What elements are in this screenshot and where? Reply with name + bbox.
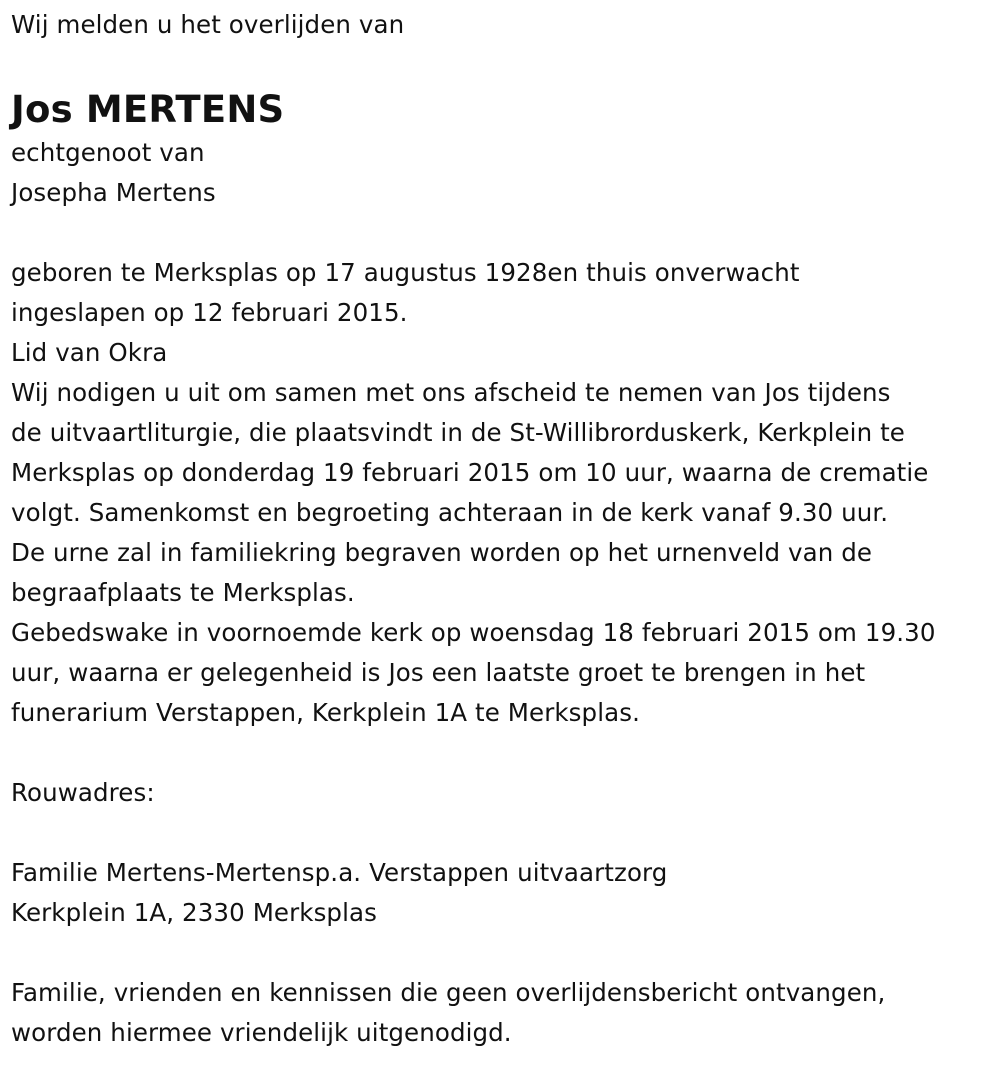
spouse-name: Josepha Mertens xyxy=(11,178,216,207)
relation-block xyxy=(11,133,996,213)
body-line: begraafplaats te Merksplas. xyxy=(11,578,355,607)
body-line: de uitvaartliturgie, die plaatsvindt in de St-Willibrorduskerk, Kerkplein te xyxy=(11,418,905,447)
address-line: Familie Mertens-Mertensp.a. Verstappen uitvaartzorg xyxy=(11,858,668,887)
body-line: Lid van Okra xyxy=(11,338,168,367)
body-line: ingeslapen op 12 februari 2015. xyxy=(11,298,408,327)
address-label: Rouwadres: xyxy=(11,778,155,807)
body-line: funerarium Verstappen, Kerkplein 1A te Merksplas. xyxy=(11,698,640,727)
body-line: geboren te Merksplas op 17 augustus 1928en thuis onverwacht xyxy=(11,258,800,287)
body-line: uur, waarna er gelegenheid is Jos een laatste groet te brengen in het xyxy=(11,658,866,687)
address-line: Kerkplein 1A, 2330 Merksplas xyxy=(11,898,377,927)
body-paragraph xyxy=(11,253,996,733)
closing-paragraph xyxy=(11,973,996,1053)
body-line: volgt. Samenkomst en begroeting achteraan in de kerk vanaf 9.30 uur. xyxy=(11,498,889,527)
spacer xyxy=(11,933,996,973)
intro-text: Wij melden u het overlijden van xyxy=(11,10,405,39)
deceased-name: Jos MERTENS xyxy=(11,88,285,131)
closing-line: worden hiermee vriendelijk uitgenodigd. xyxy=(11,1018,512,1047)
relation-label: echtgenoot van xyxy=(11,138,205,167)
body-line: Merksplas op donderdag 19 februari 2015 om 10 uur, waarna de crematie xyxy=(11,458,929,487)
body-line: Wij nodigen u uit om samen met ons afscheid te nemen van Jos tijdens xyxy=(11,378,891,407)
spacer xyxy=(11,213,996,253)
address-block xyxy=(11,853,996,933)
body-line: De urne zal in familiekring begraven worden op het urnenveld van de xyxy=(11,538,873,567)
spacer xyxy=(11,813,996,853)
death-notice xyxy=(11,0,996,1053)
spacer xyxy=(11,733,996,773)
closing-line: Familie, vrienden en kennissen die geen overlijdensbericht ontvangen, xyxy=(11,978,886,1007)
body-line: Gebedswake in voornoemde kerk op woensdag 18 februari 2015 om 19.30 xyxy=(11,618,936,647)
